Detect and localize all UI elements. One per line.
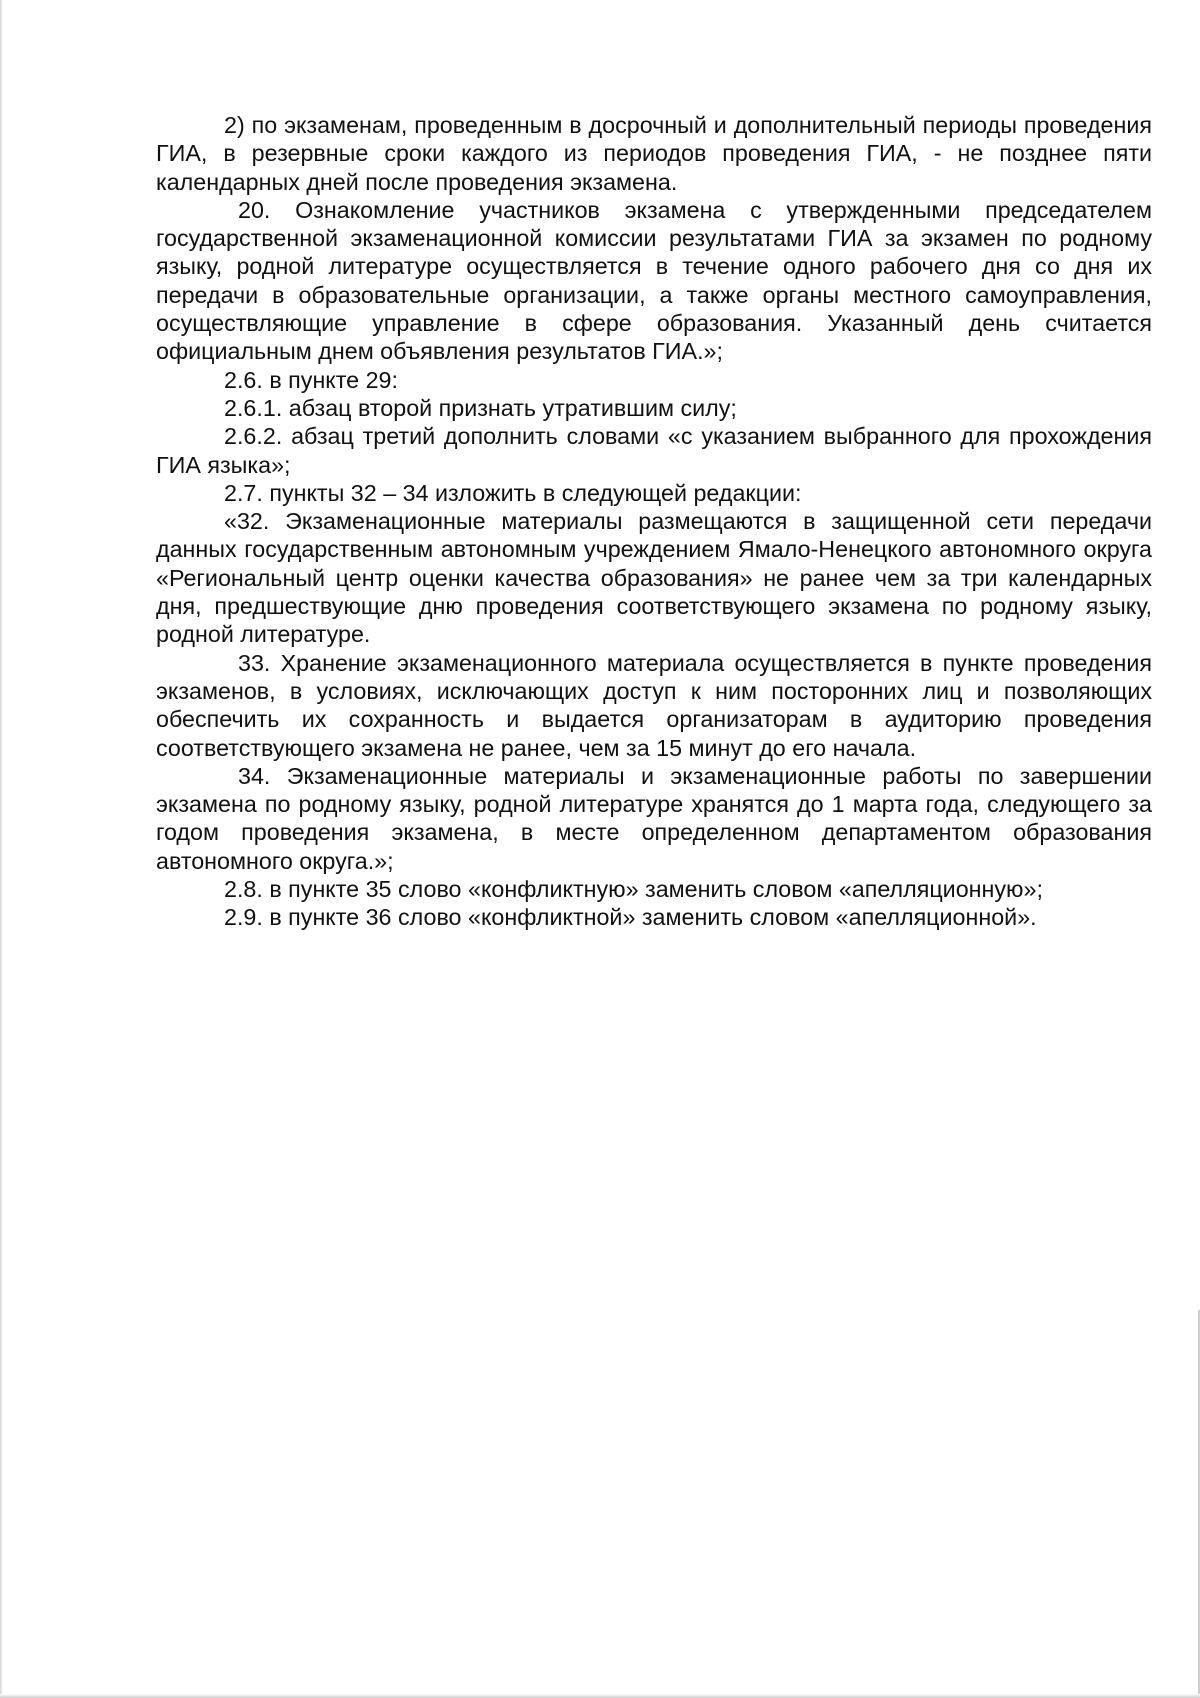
paragraph-amendment-2-6-1: 2.6.1. абзац второй признать утратившим силу;	[224, 394, 737, 421]
paragraph-amendment-2-6-2: 2.6.2. абзац третий дополнить словами «с указанием выбранного для прохождения ГИА языка»;	[156, 423, 1152, 478]
paragraph-clause-20: 20. Ознакомление участников экзамена с утвержденными председателем государственной экзаменационной комиссии результатами ГИА за экзамен по родному языку, родной литературе осуществляется в течение одного рабочего дня со дня их передачи в образовательные организации, а также органы местного самоуправления, осуществляющие управление в сфере образования. Указанный день считается официальным днем объявления результатов ГИА.»;	[156, 196, 1152, 365]
paragraph-amendment-2-8: 2.8. в пункте 35 слово «конфликтную» заменить словом «апелляционную»;	[224, 876, 1043, 903]
paragraph-clause-33: 33. Хранение экзаменационного материала осуществляется в пункте проведения экзаменов, в условиях, исключающих доступ к ним посторонних лиц и позволяющих обеспечить их сохранность и выдается организаторам в аудиторию проведения соответствующего экзамена не ранее, чем за 15 минут до его начала.	[156, 649, 1152, 761]
paragraph-amendment-2-9: 2.9. в пункте 36 слово «конфликтной» заменить словом «апелляционной».	[224, 904, 1037, 931]
page-bottom-edge	[0, 1694, 1200, 1698]
paragraph-amendment-2-6: 2.6. в пункте 29:	[224, 366, 398, 393]
document-body	[156, 111, 1152, 932]
paragraph-clause-34: 34. Экзаменационные материалы и экзаменационные работы по завершении экзамена по родному языку, родной литературе хранятся до 1 марта года, следующего за годом проведения экзамена, в месте определенном департаментом образования автономного округа.»;	[156, 762, 1152, 874]
page-left-edge	[0, 0, 3, 1698]
paragraph-amendment-2-7: 2.7. пункты 32 – 34 изложить в следующей редакции:	[224, 479, 802, 506]
paragraph-item-2-deadline: 2) по экзаменам, проведенным в досрочный и дополнительный периоды проведения ГИА, в резервные сроки каждого из периодов проведения ГИА, - не позднее пяти календарных дней после проведения экзамена.	[156, 112, 1152, 195]
paragraph-clause-32: «32. Экзаменационные материалы размещаются в защищенной сети передачи данных государственным автономным учреждением Ямало-Ненецкого автономного округа «Региональный центр оценки качества образования» не ранее чем за три календарных дня, предшествующие дню проведения соответствующего экзамена по родному языку, родной литературе.	[156, 508, 1152, 648]
